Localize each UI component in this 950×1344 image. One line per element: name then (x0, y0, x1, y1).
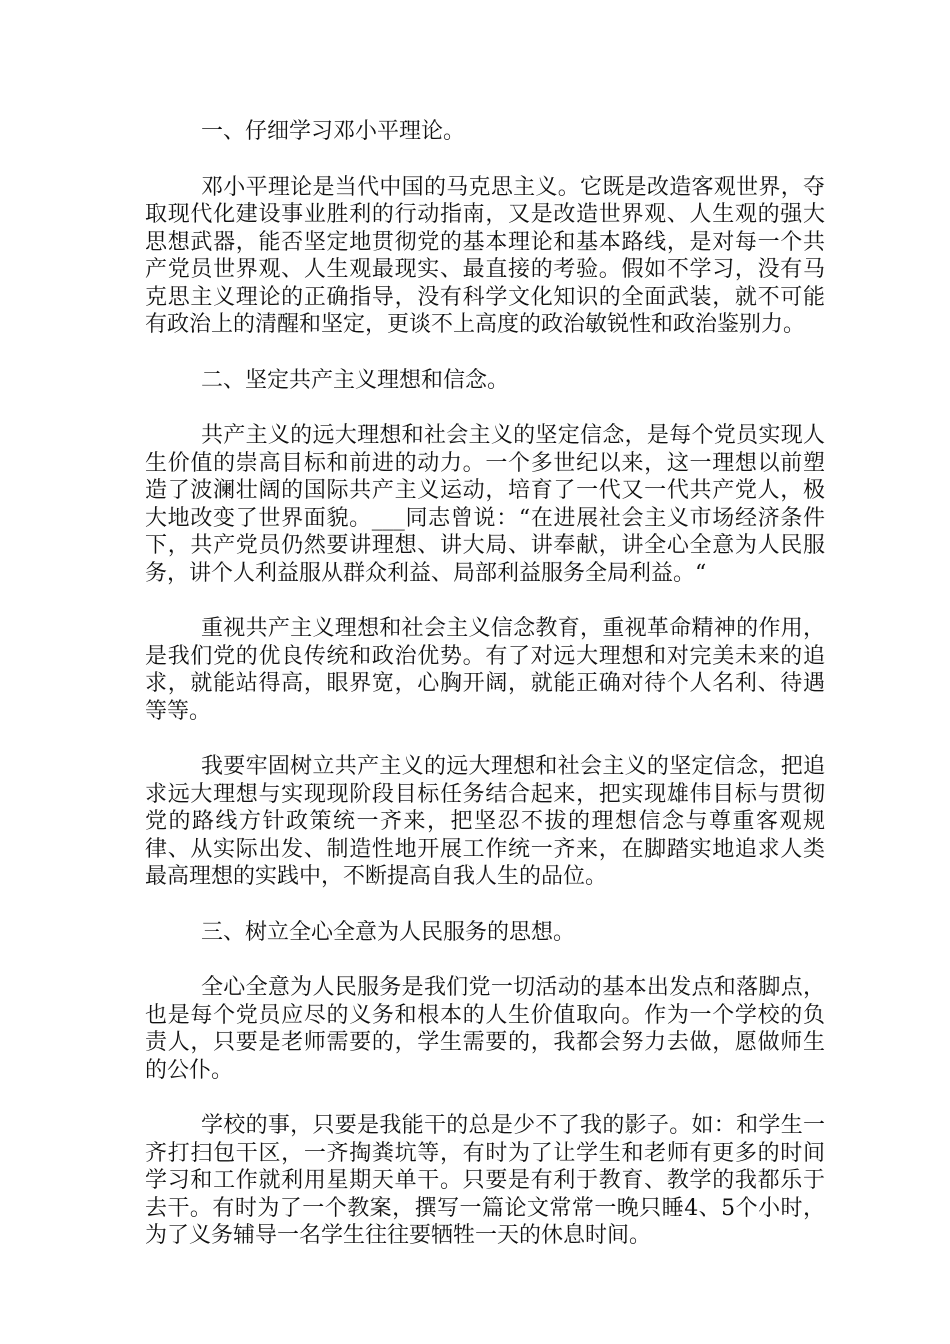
paragraph: 全心全意为人民服务是我们党一切活动的基本出发点和落脚点，也是每个党员应尽的义务和根本的人生价值取向。作为一个学校的负责人，只要是老师需要的，学生需要的，我都会努力去做，愿做师生的公仆。 (145, 975, 825, 1083)
section-heading-1: 一、仔细学习邓小平理论。 (201, 119, 466, 144)
section-heading-2: 二、坚定共产主义理想和信念。 (201, 367, 510, 393)
paragraph: 学校的事，只要是我能干的总是少不了我的影子。如：和学生一齐打扫包干区，一齐掏粪坑等，有时为了让学生和老师有更多的时间学习和工作就利用星期天单干。只要是有利于教育、教学的我都乐于去干。有时为了一个教案，撰写一篇论文常常一晚只睡4、5个小时，为了义务辅导一名学生往往要牺牲一天的休息时间。 (145, 1113, 825, 1248)
paragraph: 共产主义的远大理想和社会主义的坚定信念，是每个党员实现人生价值的崇高目标和前进的动力。一个多世纪以来，这一理想以前塑造了波澜壮阔的国际共产主义运动，培育了一代又一代共产党人，极大地改变了世界面貌。___同志曾说：“在进展社会主义市场经济条件下，共产党员仍然要讲理想、讲大局、讲奉献，讲全心全意为人民服务，讲个人利益服从群众利益、局部利益服务全局利益。“ (145, 423, 825, 586)
document-body (145, 118, 825, 1278)
paragraph: 邓小平理论是当代中国的马克思主义。它既是改造客观世界，夺取现代化建设事业胜利的行动指南，又是改造世界观、人生观的强大思想武器，能否坚定地贯彻党的基本理论和基本路线，是对每一个共产党员世界观、人生观最现实、最直接的考验。假如不学习，没有马克思主义理论的正确指导，没有科学文化知识的全面武装，就不可能有政治上的清醒和坚定，更谈不上高度的政治敏锐性和政治鉴别力。 (145, 174, 825, 337)
section-heading-3: 三、树立全心全意为人民服务的思想。 (201, 919, 576, 945)
paragraph: 我要牢固树立共产主义的远大理想和社会主义的坚定信念，把追求远大理想与实现现阶段目标任务结合起来，把实现雄伟目标与贯彻党的路线方针政策统一齐来，把坚忍不拔的理想信念与尊重客观规律、从实际出发、制造性地开展工作统一齐来，在脚踏实地追求人类最高理想的实践中，不断提高自我人生的品位。 (145, 754, 825, 889)
paragraph: 重视共产主义理想和社会主义信念教育，重视革命精神的作用，是我们党的优良传统和政治优势。有了对远大理想和对完美未来的追求，就能站得高，眼界宽，心胸开阔，就能正确对待个人名利、待遇等等。 (145, 616, 825, 724)
